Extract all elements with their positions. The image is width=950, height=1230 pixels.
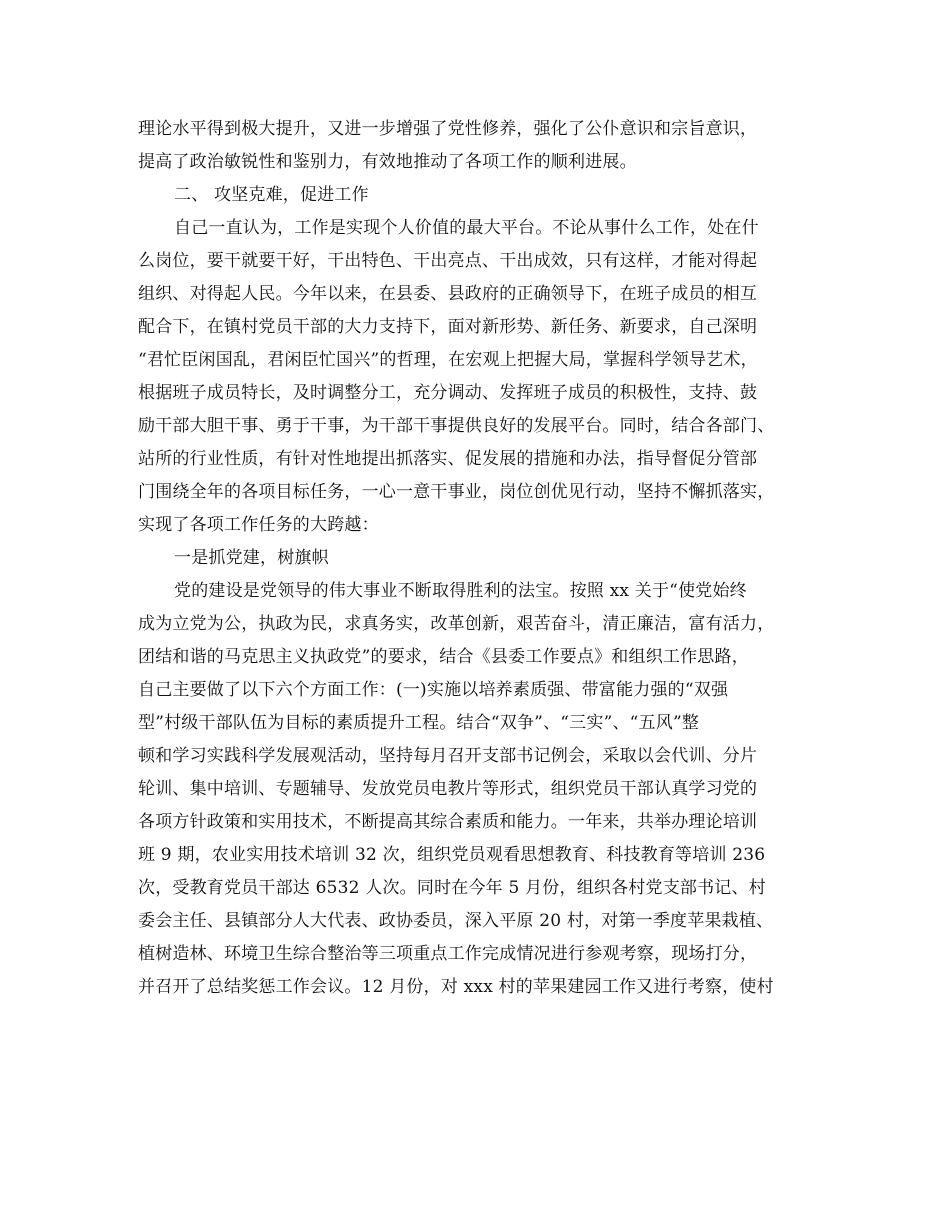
text-line: 党的建设是党领导的伟大事业不断取得胜利的法宝。按照 xx 关于“使党始终	[174, 581, 747, 601]
text-line: 门围绕全年的各项目标任务，一心一意干事业，岗位创优见行动，坚持不懈抓落实，	[138, 482, 775, 502]
text-line: 自己主要做了以下六个方面工作：(一)实施以培养素质强、带富能力强的“双强	[138, 680, 729, 700]
text-line: 配合下，在镇村党员干部的大力支持下，面对新形势、新任务、新要求，自己深明	[138, 317, 758, 337]
text-line: 班 9 期，农业实用技术培训 32 次，组织党员观看思想教育、科技教育等培训 236	[138, 845, 766, 865]
text-line: 组织、对得起人民。今年以来，在县委、县政府的正确领导下，在班子成员的相互	[138, 284, 758, 304]
text-line: 次，受教育党员干部达 6532 人次。同时在今年 5 月份，组织各村党支部书记、村	[138, 878, 766, 898]
text-line: 实现了各项工作任务的大跨越：	[138, 515, 379, 535]
text-line: 各项方针政策和实用技术，不断提高其综合素质和能力。一年来，共举办理论培训	[138, 812, 758, 832]
document-body	[138, 113, 818, 1004]
text-line: 并召开了总结奖惩工作会议。12 月份，对 xxx 村的苹果建园工作又进行考察，使村	[138, 977, 774, 997]
text-line: 顿和学习实践科学发展观活动，坚持每月召开支部书记例会，采取以会代训、分片	[138, 746, 758, 766]
text-line: 理论水平得到极大提升，又进一步增强了党性修养，强化了公仆意识和宗旨意识，	[138, 119, 758, 139]
text-line: 型”村级干部队伍为目标的素质提升工程。结合“双争”、“三实”、“五风”整	[138, 713, 700, 733]
text-line: 站所的行业性质，有针对性地提出抓落实、促发展的措施和办法，指导督促分管部	[138, 449, 758, 469]
text-line: 委会主任、县镇部分人大代表、政协委员，深入平原 20 村，对第一季度苹果栽植、	[138, 911, 774, 931]
text-line: 励干部大胆干事、勇于干事，为干部干事提供良好的发展平台。同时，结合各部门、	[138, 416, 775, 436]
text-line: 成为立党为公，执政为民，求真务实，改革创新，艰苦奋斗，清正廉洁，富有活力，	[138, 614, 775, 634]
text-line: 二、 攻坚克难，促进工作	[174, 185, 369, 205]
text-line: 一是抓党建，树旗帜	[174, 548, 329, 568]
text-line: 自己一直认为，工作是实现个人价值的最大平台。不论从事什么工作，处在什	[174, 218, 759, 238]
text-line: 植树造林、环境卫生综合整治等三项重点工作完成情况进行参观考察，现场打分，	[138, 944, 758, 964]
text-line: 提高了政治敏锐性和鉴别力，有效地推动了各项工作的顺利进展。	[138, 152, 637, 172]
text-line: 团结和谐的马克思主义执政党”的要求，结合《县委工作要点》和组织工作思路，	[138, 647, 749, 667]
text-line: “君忙臣闲国乱，君闲臣忙国兴”的哲理，在宏观上把握大局，掌握科学领导艺术，	[138, 350, 758, 370]
text-line: 轮训、集中培训、专题辅导、发放党员电教片等形式，组织党员干部认真学习党的	[138, 779, 758, 799]
text-line: 么岗位，要干就要干好，干出特色、干出亮点、干出成效，只有这样，才能对得起	[138, 251, 758, 271]
text-line: 根据班子成员特长，及时调整分工，充分调动、发挥班子成员的积极性，支持、鼓	[138, 383, 758, 403]
